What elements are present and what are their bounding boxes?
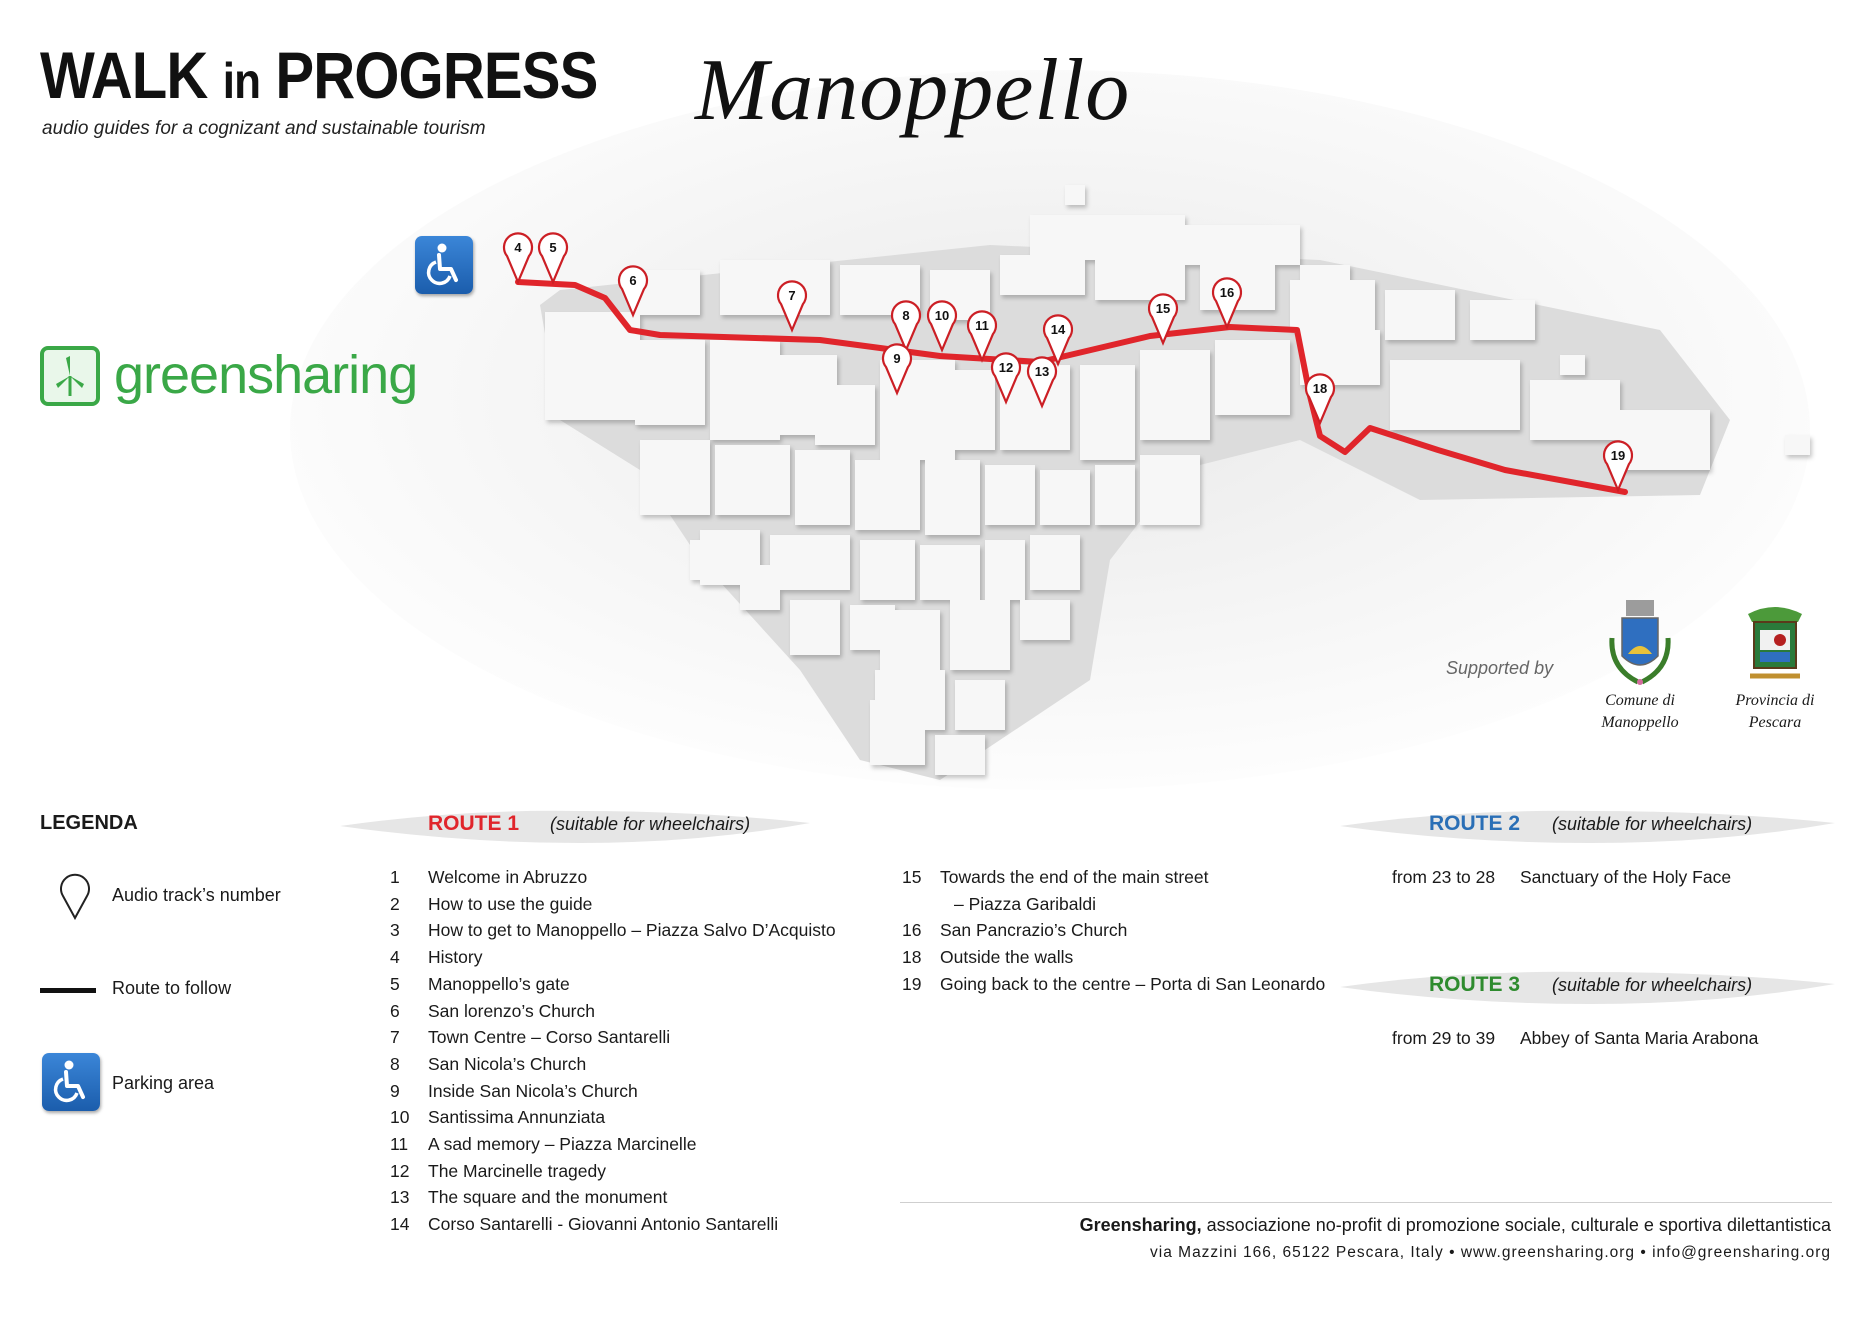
route-3-row bbox=[1392, 1025, 1842, 1052]
comune-label bbox=[1580, 690, 1700, 734]
list-item-number: 2 bbox=[390, 893, 400, 914]
pin-number-label: 18 bbox=[1312, 381, 1328, 396]
list-item bbox=[390, 971, 836, 998]
list-item-title: Towards the end of the main street bbox=[940, 867, 1209, 887]
list-item bbox=[390, 998, 836, 1025]
brand-word-in: in bbox=[222, 53, 261, 109]
list-item-number bbox=[902, 891, 940, 918]
list-item-number: 16 bbox=[902, 920, 922, 941]
list-item-title: The square and the monument bbox=[428, 1187, 668, 1208]
list-item bbox=[390, 864, 836, 891]
route-1-list-col2 bbox=[902, 864, 1325, 998]
list-item-title: – Piazza Garibaldi bbox=[954, 893, 1097, 914]
list-item bbox=[390, 1024, 836, 1051]
list-item bbox=[390, 1184, 836, 1211]
list-item-number: 12 bbox=[390, 1160, 410, 1181]
provincia-label-line1: Provincia di bbox=[1735, 692, 1815, 709]
list-item bbox=[390, 944, 836, 971]
legend-wheelchair-icon bbox=[42, 1053, 100, 1111]
route-3-range: from 29 to 39 bbox=[1392, 1028, 1496, 1048]
greensharing-name: greensharing bbox=[114, 345, 418, 405]
footer-org-name: Greensharing, bbox=[1079, 1215, 1202, 1235]
list-item-title: Manoppello’s gate bbox=[428, 973, 570, 994]
legend-title: LEGENDA bbox=[40, 812, 138, 834]
pin-number-label: 15 bbox=[1155, 301, 1171, 316]
pin-number-label: 10 bbox=[934, 308, 950, 323]
pin-number-label: 19 bbox=[1610, 448, 1626, 463]
list-item-number: 18 bbox=[902, 947, 922, 968]
brand-title bbox=[40, 38, 598, 112]
pin-number-label: 14 bbox=[1050, 322, 1066, 337]
list-item-title: How to use the guide bbox=[428, 893, 593, 914]
comune-crest-icon bbox=[1606, 598, 1674, 688]
list-item-number: 7 bbox=[390, 1027, 400, 1048]
comune-label-line1: Comune di bbox=[1605, 692, 1675, 709]
list-item-title: Inside San Nicola’s Church bbox=[428, 1080, 638, 1101]
pin-number-label: 11 bbox=[975, 318, 989, 333]
route-2-range: from 23 to 28 bbox=[1392, 867, 1496, 887]
list-item bbox=[902, 917, 1325, 944]
provincia-crest-icon bbox=[1740, 600, 1810, 690]
list-item bbox=[902, 891, 1325, 918]
pin-number-label: 7 bbox=[788, 288, 796, 303]
list-item-number: 15 bbox=[902, 867, 922, 887]
route-3-desc: Abbey of Santa Maria Arabona bbox=[1520, 1028, 1759, 1048]
list-item-title: History bbox=[428, 947, 483, 968]
pin-number-label: 16 bbox=[1219, 285, 1235, 300]
town-title: Manoppello bbox=[695, 42, 1131, 139]
footer-contact: via Mazzini 166, 65122 Pescara, Italy • www.greensharing.org • info@greensharing.org bbox=[1150, 1244, 1831, 1261]
route-2-title: ROUTE 2 bbox=[1429, 812, 1521, 835]
route-line-icon bbox=[40, 988, 96, 993]
parking-wheelchair-icon bbox=[415, 236, 473, 294]
comune-label-line2: Manoppello bbox=[1601, 714, 1679, 731]
brand-tagline: audio guides for a cognizant and sustainable tourism bbox=[42, 118, 486, 139]
list-item-title: Corso Santarelli - Giovanni Antonio Santarelli bbox=[428, 1214, 779, 1235]
list-item-title: Going back to the centre – Porta di San Leonardo bbox=[940, 973, 1326, 994]
pin-number-label: 13 bbox=[1034, 364, 1050, 379]
pin-number-label: 12 bbox=[998, 360, 1014, 375]
list-item-title: San Pancrazio’s Church bbox=[940, 920, 1128, 941]
list-item bbox=[390, 917, 836, 944]
list-item bbox=[390, 1131, 836, 1158]
greensharing-logo-icon bbox=[40, 346, 100, 406]
pin-number-label: 5 bbox=[549, 240, 557, 255]
list-item-title: Welcome in Abruzzo bbox=[428, 867, 588, 887]
list-item-title: The Marcinelle tragedy bbox=[428, 1160, 606, 1181]
list-item-title: How to get to Manoppello – Piazza Salvo D’Acquisto bbox=[428, 920, 836, 941]
legend-parking-label: Parking area bbox=[112, 1073, 215, 1093]
pin-number-label: 9 bbox=[893, 351, 901, 366]
list-item bbox=[390, 1104, 836, 1131]
route-2-desc: Sanctuary of the Holy Face bbox=[1520, 867, 1732, 887]
list-item-title: A sad memory – Piazza Marcinelle bbox=[428, 1134, 697, 1155]
route-1-title: ROUTE 1 bbox=[428, 812, 520, 835]
route-2-note: (suitable for wheelchairs) bbox=[1552, 814, 1753, 834]
list-item bbox=[390, 1078, 836, 1105]
list-item-number: 5 bbox=[390, 973, 400, 994]
provincia-label-line2: Pescara bbox=[1748, 714, 1802, 731]
list-item bbox=[390, 1051, 836, 1078]
list-item bbox=[902, 944, 1325, 971]
list-item bbox=[390, 1211, 836, 1238]
supported-by-label: Supported by bbox=[1446, 658, 1554, 678]
list-item bbox=[902, 971, 1325, 998]
pin-number-label: 6 bbox=[629, 273, 637, 288]
route-3-note: (suitable for wheelchairs) bbox=[1552, 975, 1753, 995]
brand-word-progress: PROGRESS bbox=[275, 38, 598, 112]
list-item-title: San Nicola’s Church bbox=[428, 1053, 587, 1074]
legend-route-label: Route to follow bbox=[112, 978, 232, 998]
route-1-note: (suitable for wheelchairs) bbox=[550, 814, 751, 834]
route-1-list-col1 bbox=[390, 864, 836, 1238]
pin-number-label: 8 bbox=[902, 308, 910, 323]
list-item-number: 9 bbox=[390, 1080, 400, 1101]
list-item-number: 13 bbox=[390, 1187, 410, 1208]
provincia-label bbox=[1715, 690, 1835, 734]
route-2-row bbox=[1392, 864, 1842, 891]
map-pin-icon bbox=[58, 872, 92, 925]
list-item-number: 3 bbox=[390, 920, 400, 941]
list-item-number: 19 bbox=[902, 973, 922, 994]
legend-audio-label: Audio track’s number bbox=[112, 885, 281, 905]
list-item bbox=[902, 864, 1325, 891]
footer-org-line bbox=[1080, 1215, 1831, 1236]
list-item-number: 1 bbox=[390, 867, 400, 887]
brand-word-walk: WALK bbox=[40, 38, 208, 112]
footer-org-desc: associazione no-profit di promozione sociale, culturale e sportiva dilettantistica bbox=[1201, 1215, 1831, 1235]
list-item bbox=[390, 891, 836, 918]
list-item-title: Santissima Annunziata bbox=[428, 1107, 606, 1128]
list-item-title: Town Centre – Corso Santarelli bbox=[428, 1027, 671, 1048]
list-item-number: 8 bbox=[390, 1053, 400, 1074]
list-item-number: 10 bbox=[390, 1107, 410, 1128]
list-item-number: 11 bbox=[390, 1134, 409, 1155]
pin-number-label: 4 bbox=[514, 240, 522, 255]
route-3-title: ROUTE 3 bbox=[1429, 973, 1521, 996]
footer-divider bbox=[900, 1202, 1832, 1203]
list-item-number: 4 bbox=[390, 947, 400, 968]
list-item-title: San lorenzo’s Church bbox=[428, 1000, 595, 1021]
list-item bbox=[390, 1158, 836, 1185]
list-item-number: 14 bbox=[390, 1214, 410, 1235]
list-item-title: Outside the walls bbox=[940, 947, 1074, 968]
list-item-number: 6 bbox=[390, 1000, 400, 1021]
